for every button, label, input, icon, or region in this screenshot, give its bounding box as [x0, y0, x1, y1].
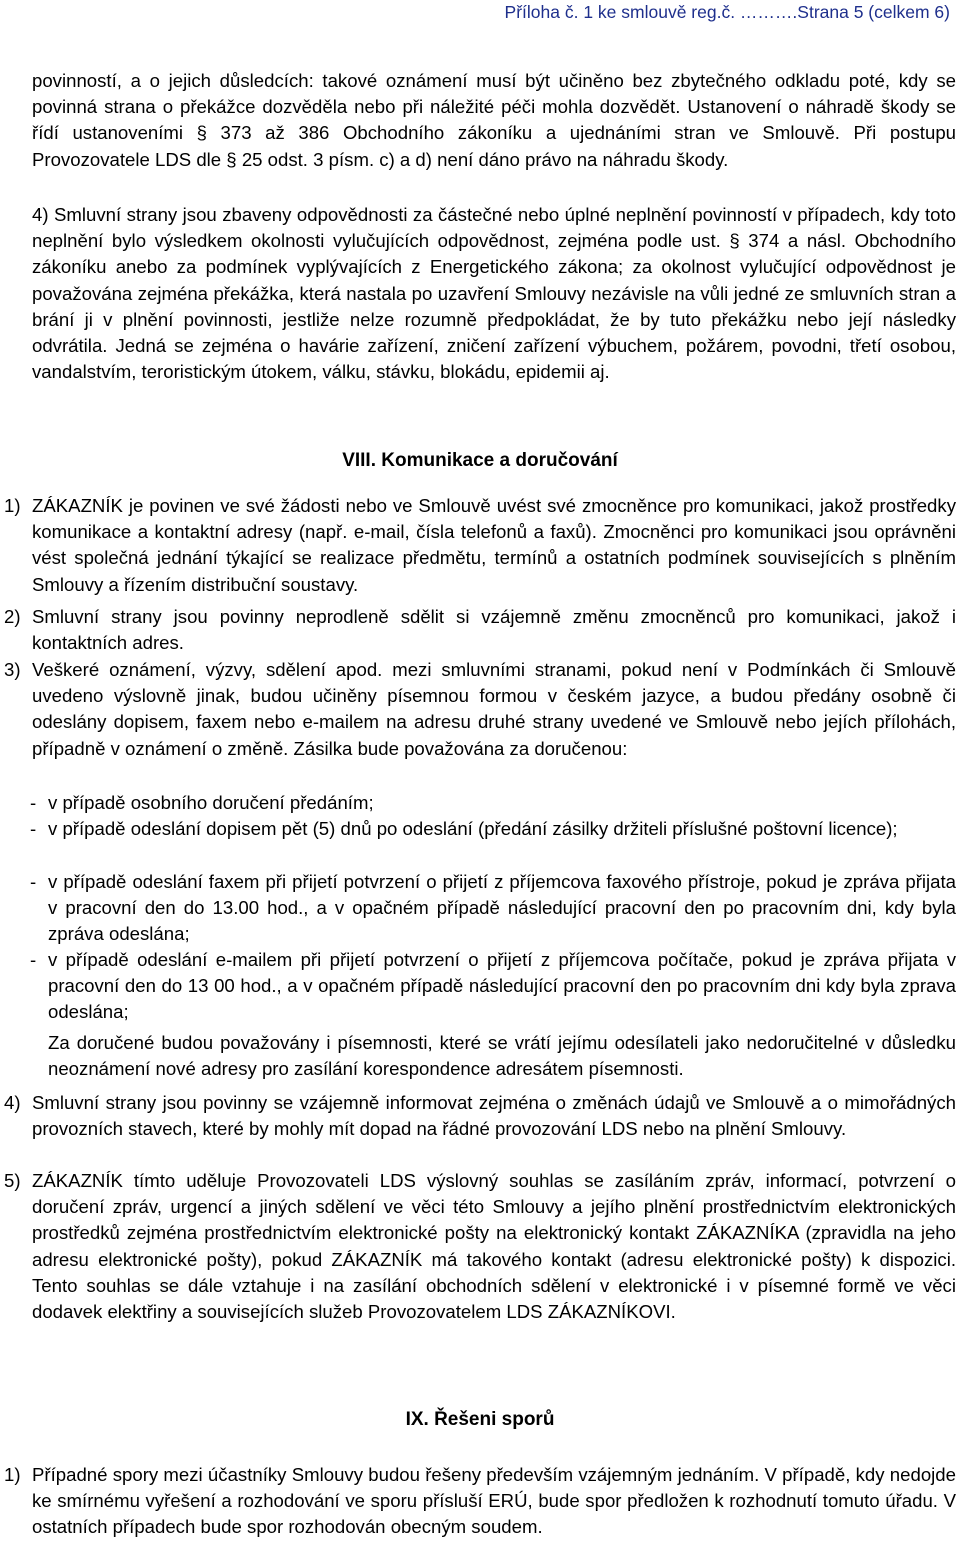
delivery-rule-text: v případě osobního doručení předáním; [48, 792, 374, 813]
section-viii-item-4 [4, 1090, 956, 1142]
section-ix-item-1 [4, 1462, 956, 1541]
item-text: ZÁKAZNÍK je povinen ve své žádosti nebo ve Smlouvě uvést své zmocněnce pro komunikaci, jakož prostředky komunikace a kontaktní adresy (např. e-mail, čísla telefonů a faxů). Zmocněnci pro komunikaci jsou oprávněni vést společná jednání týkající se realizace předmětu, termínů a ostatních podmínek souvisejících s plněním Smlouvy a řízením distribuční soustavy. [32, 495, 956, 595]
dash-marker: - [30, 949, 37, 970]
item-number: 1) [4, 495, 21, 516]
item-text: ZÁKAZNÍK tímto uděluje Provozovateli LDS výslovný souhlas se zasíláním zpráv, informací, potvrzení o doručení zpráv, urgencí a jiných sdělení ve věci této Smlouvy a jejího plnění prostřednictvím elektronických prostředků zejména prostřednictvím elektronické pošty na elektronický kontakt ZÁKAZNÍKA (zpravidla na jeho adresu elektronické pošty), pokud ZÁKAZNÍK má takového kontakt (adresu elektronické pošty) k dispozici. Tento souhlas se dále vztahuje i na zasílání obchodních sdělení v elektronické i v písemné formě ve věci dodavek elektřiny a souvisejících služeb Provozovatelem LDS ZÁKAZNÍKOVI. [32, 1170, 956, 1323]
section-viii-item-1 [4, 493, 956, 598]
delivery-rule-text: v případě odeslání dopisem pět (5) dnů po odeslání (předání zásilky držiteli příslušné poštovní licence); [48, 818, 898, 839]
item-text: Veškeré oznámení, výzvy, sdělení apod. mezi smluvními stranami, pokud není v Podmínkách či Smlouvě uvedeno výslovně jinak, budou učiněny písemnou formou v českém jazyce, a budou předány osobně či odeslány dopisem, faxem nebo e-mailem na adresu druhé strany uvedené ve Smlouvě nebo jejích přílohách, případně v oznámení o změně. Zásilka bude považována za doručenou: [32, 659, 956, 759]
clause-4-text: 4) Smluvní strany jsou zbaveny odpovědnosti za částečné nebo úplné neplnění povinností v případech, kdy toto neplnění bylo výsledkem okolnosti vylučujících odpovědnost, zejména podle ust. § 374 a násl. Obchodního zákoníku anebo za podmínek vyplývajících z Energetického zákona; za okolnost vylučující odpovědnost je považována zejména překážka, která nastala po uzavření Smlouvy nezávisle na vůli jedné ze smluvních stran a brání ji v plnění povinnosti, jestliže nelze rozumně předpokládat, že by tuto překážku nebo její následky odvrátila. Jedná se zejména o havárie zařízení, zničení zařízení výbuchem, požárem, povodni, třetí osobou, vandalstvím, teroristickým útokem, válku, stávku, blokádu, epidemii aj. [32, 204, 956, 383]
section-ix-title: IX. Řešeni sporů [405, 1409, 555, 1430]
item-number: 3) [4, 659, 21, 680]
delivery-rule-2 [30, 816, 956, 842]
section-viii-item-5 [4, 1168, 956, 1325]
item-text: Smluvní strany jsou povinny se vzájemně informovat zejména o změnách údajů ve Smlouvě a o mimořádných provozních stavech, které by mohly mít dopad na řádné provozování LDS nebo na plnění Smlouvy. [32, 1092, 956, 1140]
section-viii-item-3 [4, 657, 956, 762]
delivery-rule-3 [30, 869, 956, 948]
item-number: 4) [4, 1092, 21, 1113]
item-text: Případné spory mezi účastníky Smlouvy budou řešeny především vzájemným jednáním. V případě, kdy nedojde ke smírnému vyřešení a rozhodování ve sporu přísluší ERÚ, bude spor předložen k rozhodnutí tomuto úřadu. V ostatních případech bude spor rozhodován obecným soudem. [32, 1464, 956, 1538]
item-number: 5) [4, 1170, 21, 1191]
section-viii-title: VIII. Komunikace a doručování [342, 450, 618, 471]
dash-marker: - [30, 792, 37, 813]
delivery-rule-1 [30, 790, 956, 816]
delivery-rule-4 [30, 947, 956, 1026]
section-viii-item-2 [4, 604, 956, 656]
delivery-rule-text: v případě odeslání e-mailem při přijetí potvrzení o přijetí z příjemcova počítače, pokud je zpráva přijata v pracovní den do 13 00 hod., a v opačném případě následující pracovní den po pracovním dni kdy byla zprava odeslána; [48, 949, 956, 1023]
page-header: Příloha č. 1 ke smlouvě reg.č. ……….Strana 5 (celkem 6) [504, 2, 950, 22]
intro-paragraph: povinností, a o jejich důsledcích: takové oznámení musí být učiněno bez zbytečného odkladu poté, kdy se povinná strana o překážce dozvěděla nebo při náležité péči mohla dozvědět. Ustanovení o náhradě škody se řídí ustanoveními § 373 až 386 Obchodního zákoníku a ujednáními stran ve Smlouvě. Při postupu Provozovatele LDS dle § 25 odst. 3 písm. c) a d) není dáno právo na náhradu škody. [32, 70, 956, 170]
delivery-rule-text: v případě odeslání faxem při přijetí potvrzení o přijetí z příjemcova faxového přístroje, pokud je zpráva přijata v pracovní den do 13.00 hod., a v opačném případě následující pracovní den po pracovním dni, kdy byla zpráva odeslána; [48, 871, 956, 945]
item-text: Smluvní strany jsou povinny neprodleně sdělit si vzájemně změnu zmocněnců pro komunikaci, jakož i kontaktních adres. [32, 606, 956, 654]
dash-marker: - [30, 871, 37, 892]
clause-4-paragraph [32, 202, 956, 385]
item-number: 1) [4, 1464, 21, 1485]
item-number: 2) [4, 606, 21, 627]
delivery-closing-paragraph: Za doručené budou považovány i písemnosti, které se vrátí jejímu odesílateli jako nedoručitelné v důsledku neoznámení nové adresy pro zasílání korespondence adresátem písemnosti. [48, 1032, 956, 1080]
dash-marker: - [30, 818, 37, 839]
